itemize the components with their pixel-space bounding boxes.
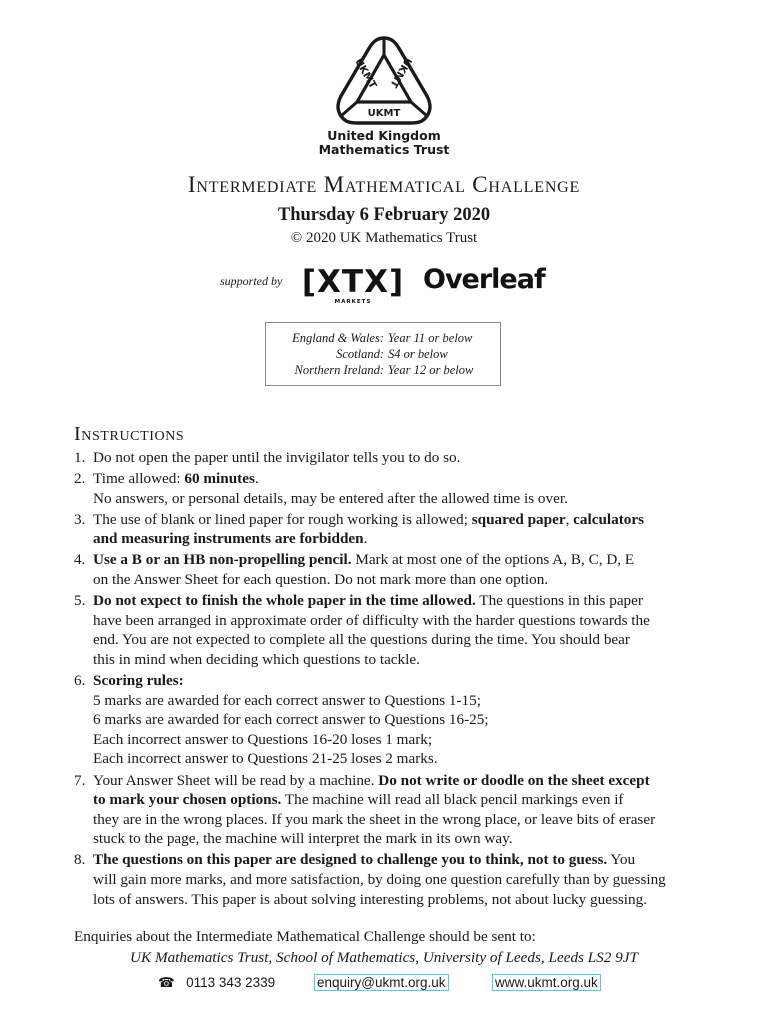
- instruction-segment: Do not open the paper until the invigilator tells you to do so.: [93, 449, 461, 466]
- eligibility-row: [266, 330, 500, 346]
- instruction-segment: on the Answer Sheet for each question. Do not mark more than one option.: [93, 571, 549, 589]
- ukmt-logo: [332, 34, 436, 126]
- instruction-item: [74, 469, 704, 508]
- instruction-segment: will gain more marks, and more satisfaction, by doing one question carefully than by guessing: [93, 870, 666, 888]
- instruction-line: [93, 850, 704, 870]
- instruction-line: [93, 469, 704, 489]
- instruction-line: [93, 749, 704, 769]
- exam-date: Thursday 6 February 2020: [277, 205, 491, 225]
- eligibility-region: England & Wales:: [292, 331, 384, 345]
- instruction-number: 5.: [74, 592, 86, 610]
- instruction-segment: stuck to the page, the machine will interpret the mark in its own way.: [93, 830, 513, 848]
- xtx-sub-text: MARKETS: [334, 299, 372, 305]
- instruction-segment: Mark at most one of the options A, B, C, D, E: [351, 551, 635, 569]
- instruction-line: [93, 570, 704, 590]
- instruction-text: [93, 510, 704, 549]
- xtx-markets-logo: [301, 260, 405, 306]
- instruction-number: 8.: [74, 851, 86, 869]
- instruction-item: [74, 850, 704, 909]
- instruction-segment: .: [254, 470, 259, 488]
- instruction-line: [93, 448, 704, 468]
- instruction-item: [74, 771, 704, 849]
- instruction-line: [93, 691, 704, 711]
- website-link[interactable]: www.ukmt.org.uk: [492, 974, 601, 991]
- instruction-segment: Time allowed:: [93, 470, 185, 488]
- instruction-line: [93, 510, 704, 530]
- instruction-item: [74, 448, 704, 468]
- instruction-number: 7.: [74, 771, 86, 789]
- eligibility-level: S4 or below: [388, 347, 448, 361]
- instruction-line: [93, 529, 704, 549]
- overleaf-logo-icon: [423, 260, 553, 296]
- instruction-text: [93, 448, 704, 468]
- instruction-line: [93, 591, 704, 611]
- instruction-line: [93, 710, 704, 730]
- logo-text-right: UKMT: [387, 55, 414, 90]
- instruction-segment: The use of blank or lined paper for rough working is allowed;: [93, 510, 472, 528]
- instruction-item: [74, 591, 704, 669]
- instruction-emphasis: Scoring rules:: [93, 672, 184, 690]
- instruction-line: [93, 630, 704, 650]
- instruction-segment: have been arranged in approximate order of difficulty with the harder questions towards the: [93, 611, 650, 629]
- instruction-segment: Each incorrect answer to Questions 16-20 loses 1 mark;: [93, 730, 433, 748]
- instruction-text: [93, 591, 704, 669]
- page-title: Intermediate Mathematical Challenge: [187, 172, 581, 197]
- instruction-emphasis: 60 minutes: [184, 470, 255, 488]
- enquiries-text: Enquiries about the Intermediate Mathematical Challenge should be sent to:: [74, 928, 536, 945]
- overleaf-logo-text: Overleaf: [423, 264, 545, 295]
- instruction-emphasis: and measuring instruments are forbidden: [93, 530, 364, 548]
- supported-by-label: supported by: [220, 274, 283, 288]
- copyright: © 2020 UK Mathematics Trust: [290, 230, 478, 246]
- instruction-emphasis: The questions on this paper are designed to challenge you to think, not to guess.: [93, 851, 608, 869]
- instruction-number: 3.: [74, 510, 86, 528]
- instruction-line: [93, 870, 704, 890]
- instruction-segment: this in mind when deciding which questions to tackle.: [93, 650, 420, 668]
- email-link[interactable]: enquiry@ukmt.org.uk: [314, 974, 449, 991]
- instruction-number: 1.: [74, 449, 86, 466]
- instruction-item: [74, 671, 704, 769]
- phone-icon: ☎: [158, 975, 175, 990]
- instruction-line: [93, 890, 704, 910]
- instruction-text: [93, 671, 704, 769]
- overleaf-logo: [423, 260, 553, 296]
- instruction-segment: 5 marks are awarded for each correct answer to Questions 1-15;: [93, 691, 481, 709]
- instruction-emphasis: Do not expect to finish the whole paper in the time allowed.: [93, 592, 476, 610]
- instruction-line: [93, 550, 704, 570]
- ukmt-logo-icon: [332, 34, 436, 126]
- org-line-2: Mathematics Trust: [318, 142, 450, 157]
- instruction-item: [74, 510, 704, 549]
- instruction-segment: .: [363, 530, 368, 548]
- instruction-line: [93, 650, 704, 670]
- eligibility-level: Year 11 or below: [388, 331, 473, 345]
- eligibility-row: [266, 346, 500, 362]
- instruction-emphasis: to mark your chosen options.: [93, 791, 282, 809]
- instruction-segment: No answers, or personal details, may be entered after the allowed time is over.: [93, 489, 568, 507]
- eligibility-level: Year 12 or below: [388, 363, 474, 377]
- instruction-emphasis: Do not write or doodle on the sheet except: [378, 771, 650, 789]
- instruction-text: [93, 469, 704, 508]
- eligibility-region: Scotland:: [336, 347, 384, 361]
- instruction-number: 2.: [74, 470, 86, 488]
- xtx-logo-icon: [301, 260, 405, 306]
- logo-text-left: UKMT: [352, 56, 379, 91]
- instruction-segment: 6 marks are awarded for each correct answer to Questions 16-25;: [93, 711, 489, 729]
- instruction-segment: You: [607, 851, 636, 869]
- instruction-line: [93, 810, 704, 830]
- instruction-emphasis: calculators: [573, 510, 645, 528]
- xtx-logo-text: [XTX]: [301, 264, 405, 300]
- instruction-emphasis: squared paper: [471, 510, 566, 528]
- instruction-line: [93, 730, 704, 750]
- instruction-line: [93, 489, 704, 509]
- instruction-line: [93, 790, 704, 810]
- instruction-emphasis: Use a B or an HB non-propelling pencil.: [93, 551, 352, 569]
- instruction-line: [93, 829, 704, 849]
- eligibility-box: [265, 322, 501, 386]
- org-name: [0, 129, 768, 157]
- instruction-text: [93, 771, 704, 849]
- instruction-text: [93, 850, 704, 909]
- eligibility-row: [266, 362, 500, 378]
- postal-address: UK Mathematics Trust, School of Mathematics, University of Leeds, Leeds LS2 9JT: [130, 949, 638, 966]
- instruction-number: 4.: [74, 551, 86, 569]
- instruction-line: [93, 611, 704, 631]
- instruction-segment: The machine will read all black pencil markings even if: [281, 791, 624, 809]
- instructions-list: [74, 448, 704, 911]
- instruction-segment: Your Answer Sheet will be read by a machine.: [93, 771, 379, 789]
- instruction-text: [93, 550, 704, 589]
- phone-contact: [158, 975, 275, 991]
- instruction-segment: The questions in this paper: [475, 592, 643, 610]
- instructions-heading: Instructions: [74, 423, 185, 445]
- instruction-segment: ,: [565, 510, 574, 528]
- instruction-number: 6.: [74, 672, 86, 690]
- instruction-segment: they are in the wrong places. If you mark the sheet in the wrong place, or leave bits of eraser: [93, 810, 656, 828]
- instruction-line: [93, 671, 704, 691]
- logo-text-bottom: UKMT: [367, 108, 401, 119]
- instruction-line: [93, 771, 704, 791]
- instruction-item: [74, 550, 704, 589]
- org-line-1: United Kingdom: [327, 128, 441, 143]
- phone-number: 0113 343 2339: [186, 975, 276, 990]
- instruction-segment: lots of answers. This paper is about solving interesting problems, not about lucky guessing.: [93, 890, 647, 908]
- instruction-segment: Each incorrect answer to Questions 21-25 loses 2 marks.: [93, 750, 438, 768]
- instruction-segment: end. You are not expected to complete all the questions during the time. You should bear: [93, 631, 630, 649]
- eligibility-region: Northern Ireland:: [294, 363, 384, 377]
